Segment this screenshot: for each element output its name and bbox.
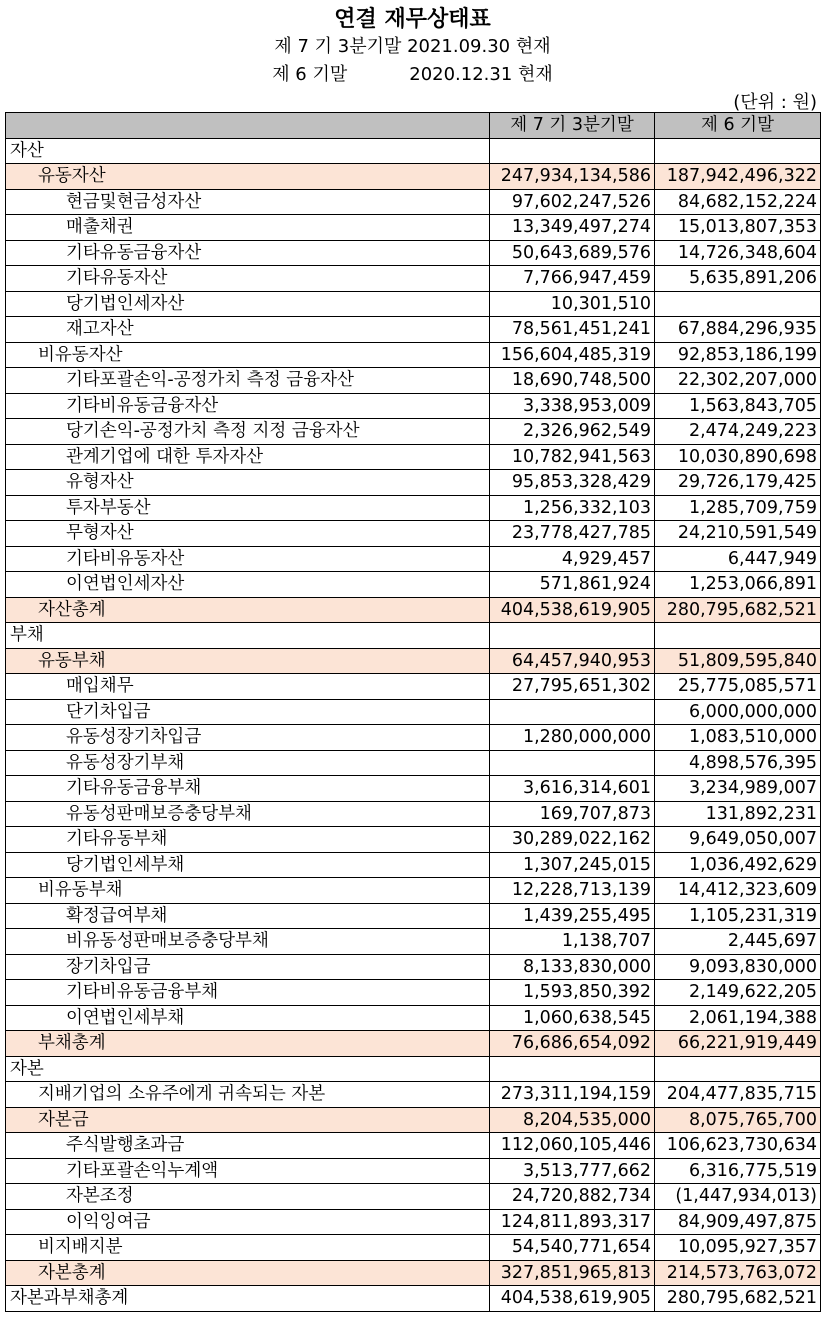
account-name: 자본금 (6, 1107, 490, 1133)
account-name: 무형자산 (6, 521, 490, 547)
account-name: 부채총계 (6, 1031, 490, 1057)
current-period-value: 8,204,535,000 (490, 1107, 655, 1133)
account-name: 유동성장기차입금 (6, 725, 490, 751)
current-period: 제 7 기 3분기말 2021.09.30 현재 (274, 36, 551, 57)
prior-period-value: 10,095,927,357 (655, 1235, 821, 1261)
prior-period-value: 1,285,709,759 (655, 495, 821, 521)
account-name: 기타포괄손익누계액 (6, 1158, 490, 1184)
account-name: 유형자산 (6, 470, 490, 496)
account-name: 관계기업에 대한 투자자산 (6, 444, 490, 470)
prior-period-value: 2,474,249,223 (655, 419, 821, 445)
prior-period-value: 1,563,843,705 (655, 393, 821, 419)
account-name: 확정급여부채 (6, 903, 490, 929)
balance-sheet-table (5, 112, 821, 1312)
header-account (6, 113, 490, 139)
account-name: 유동성장기부채 (6, 750, 490, 776)
prior-period-value: 10,030,890,698 (655, 444, 821, 470)
prior-period-value (655, 138, 821, 164)
prior-period-value: 1,083,510,000 (655, 725, 821, 751)
prior-period-value: 15,013,807,353 (655, 215, 821, 241)
table-row (6, 444, 821, 470)
prior-period-value: 66,221,919,449 (655, 1031, 821, 1057)
current-period-value: 8,133,830,000 (490, 954, 655, 980)
account-name: 당기법인세부채 (6, 852, 490, 878)
table-row (6, 1235, 821, 1261)
account-name: 재고자산 (6, 317, 490, 343)
prior-period-value: 9,093,830,000 (655, 954, 821, 980)
table-row (6, 546, 821, 572)
prior-period-value: 3,234,989,007 (655, 776, 821, 802)
current-period-value: 1,060,638,545 (490, 1005, 655, 1031)
current-period-value: 97,602,247,526 (490, 189, 655, 215)
current-period-value: 95,853,328,429 (490, 470, 655, 496)
current-period-value: 3,338,953,009 (490, 393, 655, 419)
current-period-value: 404,538,619,905 (490, 597, 655, 623)
table-row (6, 189, 821, 215)
current-period-value: 1,593,850,392 (490, 980, 655, 1006)
account-name: 매입채무 (6, 674, 490, 700)
table-row (6, 138, 821, 164)
account-name: 이연법인세자산 (6, 572, 490, 598)
current-period-value: 64,457,940,953 (490, 648, 655, 674)
prior-period-value: 2,061,194,388 (655, 1005, 821, 1031)
current-period-value: 124,811,893,317 (490, 1209, 655, 1235)
table-row (6, 266, 821, 292)
current-period-value: 12,228,713,139 (490, 878, 655, 904)
current-period-value: 24,720,882,734 (490, 1184, 655, 1210)
account-name: 기타유동금융부채 (6, 776, 490, 802)
table-row (6, 1209, 821, 1235)
current-period-value (490, 623, 655, 649)
account-name: 자본과부채총계 (6, 1286, 490, 1312)
table-row (6, 699, 821, 725)
table-row (6, 954, 821, 980)
prior-period-value: 51,809,595,840 (655, 648, 821, 674)
account-name: 당기법인세자산 (6, 291, 490, 317)
current-period-value: 327,851,965,813 (490, 1260, 655, 1286)
table-row (6, 419, 821, 445)
prior-period-value (655, 291, 821, 317)
current-period-value: 156,604,485,319 (490, 342, 655, 368)
current-period-value: 2,326,962,549 (490, 419, 655, 445)
current-period-value: 1,256,332,103 (490, 495, 655, 521)
table-row (6, 521, 821, 547)
table-row (6, 1056, 821, 1082)
table-row (6, 1184, 821, 1210)
prior-period-value: 6,000,000,000 (655, 699, 821, 725)
account-name: 이익잉여금 (6, 1209, 490, 1235)
account-name: 현금및현금성자산 (6, 189, 490, 215)
report-title: 연결 재무상태표 (334, 7, 491, 32)
prior-period-value: 131,892,231 (655, 801, 821, 827)
current-period-value: 112,060,105,446 (490, 1133, 655, 1159)
prior-period-value: 14,726,348,604 (655, 240, 821, 266)
prior-period-value: 67,884,296,935 (655, 317, 821, 343)
current-period-value: 169,707,873 (490, 801, 655, 827)
account-name: 기타포괄손익-공정가치 측정 금융자산 (6, 368, 490, 394)
table-row (6, 470, 821, 496)
account-name: 자본조정 (6, 1184, 490, 1210)
prior-period-value: 84,909,497,875 (655, 1209, 821, 1235)
prior-period-value: 5,635,891,206 (655, 266, 821, 292)
current-period-value: 76,686,654,092 (490, 1031, 655, 1057)
current-period-value (490, 1056, 655, 1082)
table-row (6, 827, 821, 853)
prior-period-value: 214,573,763,072 (655, 1260, 821, 1286)
prior-period-value: 1,105,231,319 (655, 903, 821, 929)
table-row (6, 1031, 821, 1057)
account-name: 자산 (6, 138, 490, 164)
account-name: 장기차입금 (6, 954, 490, 980)
current-period-value: 23,778,427,785 (490, 521, 655, 547)
table-row (6, 1005, 821, 1031)
prior-period-value: 84,682,152,224 (655, 189, 821, 215)
current-period-value: 1,307,245,015 (490, 852, 655, 878)
header-current-period: 제 7 기 3분기말 (490, 113, 655, 139)
account-name: 기타비유동금융부채 (6, 980, 490, 1006)
table-row (6, 1286, 821, 1312)
prior-period-value: 204,477,835,715 (655, 1082, 821, 1108)
prior-period-value: 25,775,085,571 (655, 674, 821, 700)
prior-period-value: 2,445,697 (655, 929, 821, 955)
table-row (6, 623, 821, 649)
current-period-value: 1,138,707 (490, 929, 655, 955)
account-name: 유동성판매보증충당부채 (6, 801, 490, 827)
unit-label: (단위 : 원) (733, 92, 817, 113)
current-period-value: 18,690,748,500 (490, 368, 655, 394)
account-name: 매출채권 (6, 215, 490, 241)
table-row (6, 342, 821, 368)
table-row (6, 1133, 821, 1159)
current-period-value: 3,616,314,601 (490, 776, 655, 802)
prior-period-value: 24,210,591,549 (655, 521, 821, 547)
current-period-value: 78,561,451,241 (490, 317, 655, 343)
prior-period-value: 29,726,179,425 (655, 470, 821, 496)
prior-period-value: 8,075,765,700 (655, 1107, 821, 1133)
table-row (6, 776, 821, 802)
current-period-value (490, 138, 655, 164)
prior-period-value: 280,795,682,521 (655, 1286, 821, 1312)
current-period-value: 10,301,510 (490, 291, 655, 317)
current-period-value: 54,540,771,654 (490, 1235, 655, 1261)
table-row (6, 597, 821, 623)
prior-period-date: 2020.12.31 현재 (409, 64, 553, 85)
table-row (6, 291, 821, 317)
prior-period-value (655, 623, 821, 649)
account-name: 비지배지분 (6, 1235, 490, 1261)
table-row (6, 240, 821, 266)
table-row (6, 1260, 821, 1286)
account-name: 당기손익-공정가치 측정 지정 금융자산 (6, 419, 490, 445)
table-row (6, 215, 821, 241)
account-name: 기타비유동금융자산 (6, 393, 490, 419)
current-period-value: 30,289,022,162 (490, 827, 655, 853)
table-row (6, 929, 821, 955)
account-name: 기타유동자산 (6, 266, 490, 292)
table-row (6, 750, 821, 776)
table-row (6, 164, 821, 190)
prior-period-value: 4,898,576,395 (655, 750, 821, 776)
account-name: 주식발행초과금 (6, 1133, 490, 1159)
header-prior-period: 제 6 기말 (655, 113, 821, 139)
account-name: 자본 (6, 1056, 490, 1082)
account-name: 비유동자산 (6, 342, 490, 368)
prior-period-value: 92,853,186,199 (655, 342, 821, 368)
account-name: 자본총계 (6, 1260, 490, 1286)
current-period-value: 273,311,194,159 (490, 1082, 655, 1108)
prior-period-label: 제 6 기말 (272, 64, 348, 85)
prior-period-value: 6,316,775,519 (655, 1158, 821, 1184)
account-name: 유동자산 (6, 164, 490, 190)
prior-period-value: 22,302,207,000 (655, 368, 821, 394)
account-name: 기타유동부채 (6, 827, 490, 853)
current-period-value: 1,280,000,000 (490, 725, 655, 751)
account-name: 비유동부채 (6, 878, 490, 904)
account-name: 기타비유동자산 (6, 546, 490, 572)
current-period-value: 27,795,651,302 (490, 674, 655, 700)
current-period-value: 13,349,497,274 (490, 215, 655, 241)
account-name: 유동부채 (6, 648, 490, 674)
prior-period (0, 60, 825, 86)
account-name: 비유동성판매보증충당부채 (6, 929, 490, 955)
table-row (6, 648, 821, 674)
prior-period-value: 6,447,949 (655, 546, 821, 572)
current-period-value (490, 750, 655, 776)
current-period-value: 571,861,924 (490, 572, 655, 598)
prior-period-value: 187,942,496,322 (655, 164, 821, 190)
account-name: 기타유동금융자산 (6, 240, 490, 266)
current-period-value: 10,782,941,563 (490, 444, 655, 470)
table-row (6, 674, 821, 700)
current-period-value: 404,538,619,905 (490, 1286, 655, 1312)
account-name: 이연법인세부채 (6, 1005, 490, 1031)
table-row (6, 725, 821, 751)
table-row (6, 1107, 821, 1133)
current-period-value (490, 699, 655, 725)
table-row (6, 317, 821, 343)
table-row (6, 393, 821, 419)
account-name: 투자부동산 (6, 495, 490, 521)
table-row (6, 572, 821, 598)
current-period-value: 247,934,134,586 (490, 164, 655, 190)
table-header-row (6, 113, 821, 139)
table-row (6, 368, 821, 394)
prior-period-value: 9,649,050,007 (655, 827, 821, 853)
prior-period-value: 14,412,323,609 (655, 878, 821, 904)
current-period-value: 1,439,255,495 (490, 903, 655, 929)
account-name: 부채 (6, 623, 490, 649)
prior-period-value: 1,253,066,891 (655, 572, 821, 598)
prior-period-value: 1,036,492,629 (655, 852, 821, 878)
prior-period-value: 2,149,622,205 (655, 980, 821, 1006)
prior-period-value: 280,795,682,521 (655, 597, 821, 623)
table-row (6, 852, 821, 878)
current-period-value: 7,766,947,459 (490, 266, 655, 292)
table-row (6, 801, 821, 827)
table-row (6, 1158, 821, 1184)
table-row (6, 980, 821, 1006)
current-period-value: 4,929,457 (490, 546, 655, 572)
table-row (6, 495, 821, 521)
account-name: 자산총계 (6, 597, 490, 623)
table-row (6, 903, 821, 929)
current-period-value: 3,513,777,662 (490, 1158, 655, 1184)
account-name: 지배기업의 소유주에게 귀속되는 자본 (6, 1082, 490, 1108)
table-row (6, 878, 821, 904)
table-body (6, 138, 821, 1311)
prior-period-value (655, 1056, 821, 1082)
table-row (6, 1082, 821, 1108)
prior-period-value: (1,447,934,013) (655, 1184, 821, 1210)
prior-period-value: 106,623,730,634 (655, 1133, 821, 1159)
current-period-value: 50,643,689,576 (490, 240, 655, 266)
account-name: 단기차입금 (6, 699, 490, 725)
